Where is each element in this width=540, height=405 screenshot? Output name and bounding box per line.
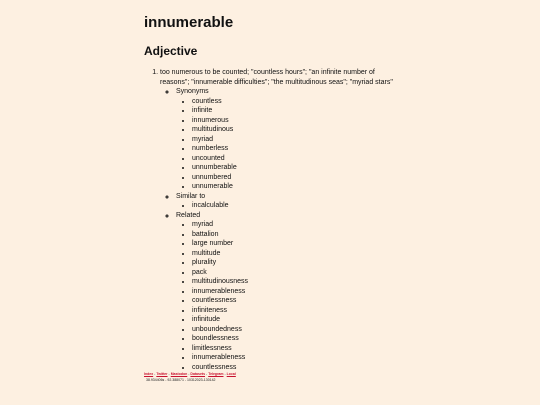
relation-group-label: Similar to <box>176 192 206 200</box>
term-item: • myriad <box>192 135 404 145</box>
term-list <box>176 201 404 211</box>
term-item: • plurality <box>192 258 404 268</box>
relation-group-label: Synonyms <box>176 88 209 95</box>
term-item: • innumerableness <box>192 287 404 297</box>
term-item: • unnumbered <box>192 173 404 183</box>
relation-group <box>176 87 404 192</box>
term-item: • myriad <box>192 220 404 230</box>
footer-link-twitter[interactable]: Twitter <box>156 372 168 376</box>
term-item: • pack <box>192 268 404 278</box>
footer-link-index[interactable]: Index <box>144 372 154 376</box>
term-item: • multitudinous <box>192 125 404 135</box>
footer-separator: - <box>168 372 170 376</box>
footer-link-datasets[interactable]: Datasets <box>190 372 206 376</box>
term-item: • incalculable <box>192 201 404 211</box>
term-item: • countlessness <box>192 363 404 373</box>
entry <box>144 10 404 372</box>
term-item: • limitlessness <box>192 344 404 354</box>
term-item: • countlessness <box>192 296 404 306</box>
footer <box>144 371 236 383</box>
relation-group <box>176 192 404 211</box>
footer-link-telegram[interactable]: Telegram <box>208 372 224 376</box>
sense-list <box>144 68 404 372</box>
term-item: • multitude <box>192 249 404 259</box>
term-item: • innumerous <box>192 116 404 126</box>
part-of-speech-heading: Adjective <box>144 44 198 58</box>
term-item: • unboundedness <box>192 325 404 335</box>
term-item: • unnumberable <box>192 163 404 173</box>
term-item: • infiniteness <box>192 306 404 316</box>
relation-groups <box>160 87 404 372</box>
page-title: innumerable <box>144 14 234 31</box>
term-list <box>176 97 404 192</box>
term-item: • infinite <box>192 106 404 116</box>
term-list <box>176 220 404 372</box>
footer-separator: - <box>224 372 226 376</box>
term-item: • boundlessness <box>192 334 404 344</box>
term-item: • large number <box>192 239 404 249</box>
relation-group-label: Related <box>176 211 201 219</box>
sense-item <box>160 68 404 372</box>
footer-separator: - <box>188 372 190 376</box>
term-item: • countless <box>192 97 404 107</box>
term-item: • multitudinousness <box>192 277 404 287</box>
term-item: • numberless <box>192 144 404 154</box>
relation-group <box>176 211 404 373</box>
term-item: • infinitude <box>192 315 404 325</box>
term-item: • innumerableness <box>192 353 404 363</box>
footer-stamp: 38.934406s - 92.388071 - 10312023-130142 <box>146 378 216 382</box>
footer-separator: - <box>206 372 208 376</box>
footer-link-mastodon[interactable]: Mastodon <box>170 372 188 376</box>
footer-link-local[interactable]: Local <box>226 372 236 376</box>
footer-separator: - <box>154 372 156 376</box>
term-item: • battalion <box>192 230 404 240</box>
term-item: • uncounted <box>192 154 404 164</box>
term-item: • unnumerable <box>192 182 404 192</box>
sense-definition: too numerous to be counted; "countless hours"; "an infinite number of reasons"; "innumerable difficulties"; "the multitudinous seas"; "myriad stars" <box>160 69 393 86</box>
